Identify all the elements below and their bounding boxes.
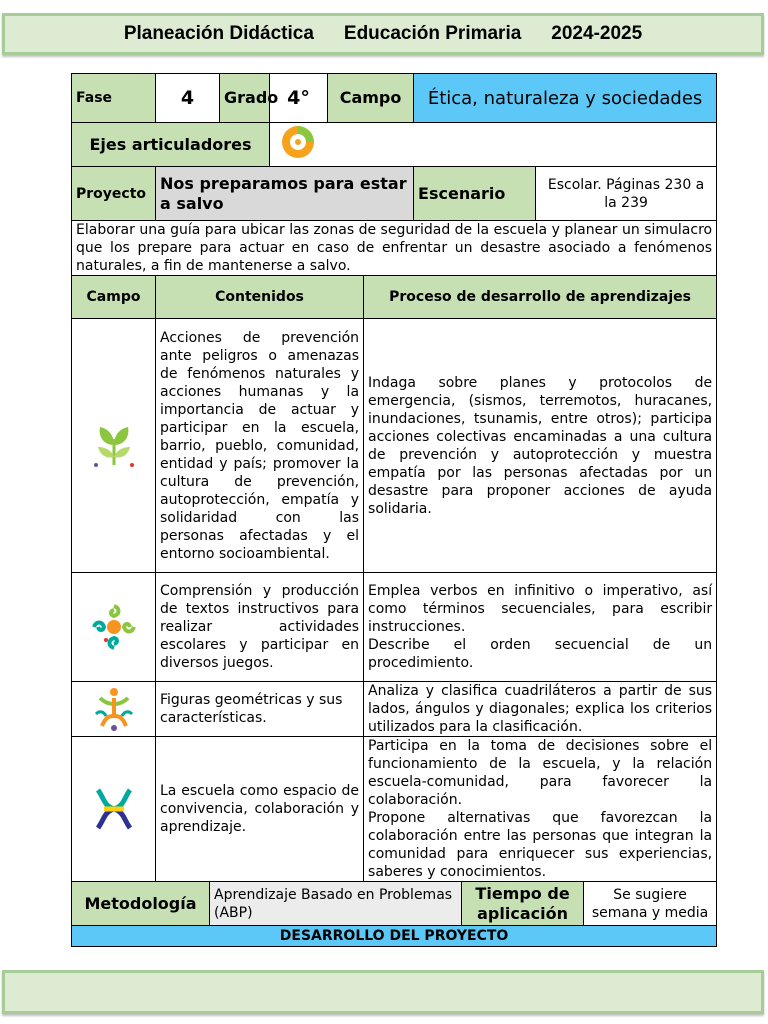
escenario-label: Escenario: [414, 167, 536, 221]
ejes-icon: [280, 123, 316, 161]
header-level: Educación Primaria: [343, 23, 522, 44]
col-proceso-header: Proceso de desarrollo de aprendizajes: [364, 276, 717, 319]
fase-value: 4: [156, 74, 220, 123]
col-campo-header: Campo: [72, 276, 156, 319]
desarrollo-bar: DESARROLLO DEL PROYECTO: [72, 926, 717, 947]
row-contenido: Comprensión y producción de textos instructivos para realizar actividades escolares y participar en diversos juegos.: [156, 573, 364, 682]
ejes-cell: [270, 123, 717, 167]
header-banner: [2, 13, 764, 55]
row-contenido: La escuela como espacio de convivencia, colaboración y aprendizaje.: [156, 737, 364, 882]
proyecto-value: Nos preparamos para estar a salvo: [156, 167, 414, 221]
etica-naturaleza-sprout-icon: [76, 421, 151, 471]
row-proceso: Indaga sobre planes y protocolos de emergencia, (sismos, terremotos, huracanes, inundaciones, tsunamis, entre otros); participa acciones colectivas encaminadas a una cultura de prevención y autoprotección y muestra empatía por las personas afectadas por un desastre para proponer acciones de ayuda solidaria.: [364, 319, 717, 573]
metodologia-label: Metodología: [72, 882, 210, 926]
tiempo-value: Se sugiere semana y media: [584, 882, 717, 926]
row-contenido: Figuras geométricas y sus características.: [156, 682, 364, 737]
tiempo-label: Tiempo de aplicación: [462, 882, 584, 926]
fase-label: Fase: [72, 74, 156, 123]
escenario-value: Escolar. Páginas 230 a la 239: [536, 167, 717, 221]
campo-label: Campo: [328, 74, 414, 123]
table-row: [72, 737, 717, 882]
row-campo-cell: [72, 682, 156, 737]
project-description: Elaborar una guía para ubicar las zonas de seguridad de la escuela y planear un simulacro que los prepare para actuar en caso de enfrentar un desastre asociado a fenómenos naturales, a fin de mantenerse a salvo.: [72, 221, 717, 276]
proyecto-label: Proyecto: [72, 167, 156, 221]
ejes-label: Ejes articuladores: [72, 123, 270, 167]
footer-banner: [2, 970, 764, 1014]
lenguajes-swirl-icon: [76, 602, 151, 652]
row-contenido: Acciones de prevención ante peligros o amenazas de fenómenos naturales y acciones humanas y la importancia de actuar y participar en la escuela, barrio, pueblo, comunidad, entidad y país; promover la cultura de prevención, autoprotección, empatía y solidaridad con las personas afectadas y el entorno socioambiental.: [156, 319, 364, 573]
row-proceso: Analiza y clasifica cuadriláteros a partir de sus lados, ángulos y diagonales; explica los criterios utilizados para la clasificación.: [364, 682, 717, 737]
row-campo-cell: [72, 573, 156, 682]
header-year: 2024-2025: [551, 23, 643, 44]
row-proceso: Emplea verbos en infinitivo o imperativo, así como términos secuenciales, para escribir instrucciones. Describe el orden secuencial de un procedimiento.: [364, 573, 717, 682]
table-row: [72, 682, 717, 737]
row-campo-cell: [72, 737, 156, 882]
grado-label: Grado: [220, 74, 270, 123]
grado-value: 4°: [270, 74, 328, 123]
campo-value: Ética, naturaleza y sociedades: [414, 74, 717, 123]
row-proceso: Participa en la toma de decisiones sobre el funcionamiento de la escuela, y la relación escuela-comunidad, para favorecer la colaboración. Propone alternativas que favorezcan la colaboración entre las personas que integran la comunidad para enriquecer sus experiencias, saberes y conocimientos.: [364, 737, 717, 882]
table-row: [72, 573, 717, 682]
de-lo-humano-comunitario-icon: [76, 784, 151, 834]
col-contenidos-header: Contenidos: [156, 276, 364, 319]
planeacion-table: [71, 73, 717, 947]
row-campo-cell: [72, 319, 156, 573]
header-title: Planeación Didáctica: [123, 23, 314, 44]
table-row: [72, 319, 717, 573]
saberes-pensamiento-figure-icon: [76, 686, 151, 732]
metodologia-value: Aprendizaje Basado en Problemas (ABP): [210, 882, 462, 926]
